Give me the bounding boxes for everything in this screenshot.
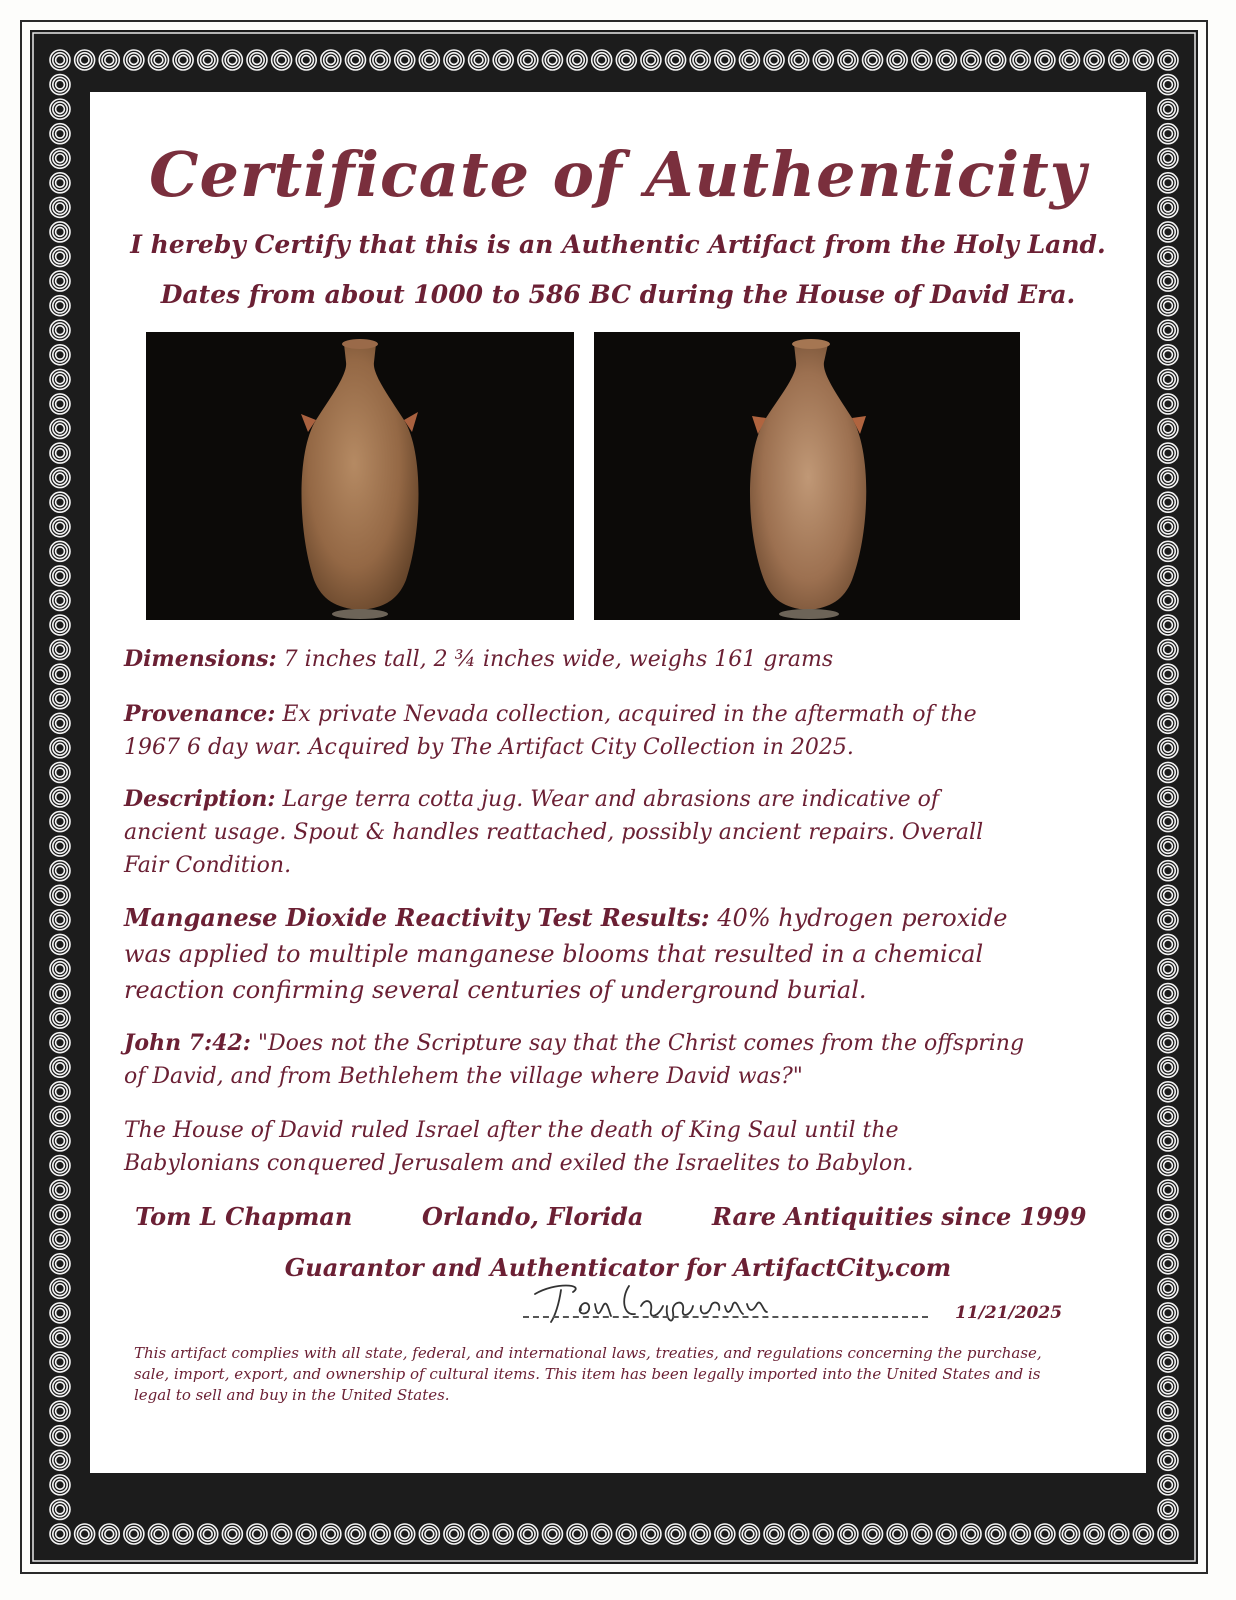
ring-ornament — [1158, 369, 1178, 389]
ring-ornament — [148, 1524, 168, 1544]
ring-ornament — [1158, 762, 1178, 782]
ring-ornament — [542, 1524, 562, 1544]
legal-disclaimer: This artifact complies with all state, federal, and international laws, treaties, and regulations concerning the purchase, sale, import, export, and ownership of cultural items. This item has been legally imported into the United States and is legal to sell and buy in the United States. — [134, 1344, 1042, 1404]
history-note: The House of David ruled Israel after the death of King Saul until the Babylonians conquered Jerusalem and exiled the Israelites to Babylon. — [124, 1118, 914, 1176]
ring-ornament — [1158, 468, 1178, 488]
ring-ornament — [1158, 345, 1178, 365]
ring-ornament — [1158, 689, 1178, 709]
ring-ornament — [50, 1352, 70, 1372]
ring-ornament — [641, 50, 661, 70]
ring-ornament — [1035, 50, 1055, 70]
ring-ornament — [1158, 1033, 1178, 1053]
ring-ornament — [50, 1327, 70, 1347]
ring-ornament — [592, 50, 612, 70]
ring-ornament — [173, 1524, 193, 1544]
ring-ornament — [345, 50, 365, 70]
ring-ornament — [1158, 1131, 1178, 1151]
date-range-statement: Dates from about 1000 to 586 BC during the House of David Era. — [160, 280, 1076, 309]
certify-statement: I hereby Certify that this is an Authentic Artifact from the Holy Land. — [130, 230, 1106, 259]
ring-ornament — [50, 1008, 70, 1028]
ring-ornament — [666, 1524, 686, 1544]
ring-ornament — [493, 50, 513, 70]
ring-ornament — [936, 50, 956, 70]
ring-ornament — [986, 1524, 1006, 1544]
artifact-photo-back — [594, 332, 1020, 620]
ring-ornament — [715, 50, 735, 70]
ring-ornament — [961, 1524, 981, 1544]
ring-ornament — [1060, 1524, 1080, 1544]
ring-ornament — [789, 50, 809, 70]
ring-ornament — [592, 1524, 612, 1544]
ring-ornament — [518, 1524, 538, 1544]
ring-ornament — [1060, 50, 1080, 70]
ring-ornament — [789, 1524, 809, 1544]
signer-location: Orlando, Florida — [422, 1202, 644, 1231]
ring-ornament — [198, 1524, 218, 1544]
ring-ornament — [50, 541, 70, 561]
ring-ornament — [1158, 590, 1178, 610]
ring-ornament — [444, 1524, 464, 1544]
signature-line — [523, 1316, 928, 1318]
ring-ornament — [50, 1426, 70, 1446]
ring-ornament — [1109, 50, 1129, 70]
ring-ornament — [813, 50, 833, 70]
ring-ornament — [1010, 1524, 1030, 1544]
ring-ornament — [715, 1524, 735, 1544]
ring-ornament — [50, 1377, 70, 1397]
ring-ornament — [50, 1180, 70, 1200]
ring-ornament — [50, 50, 70, 70]
ring-ornament — [50, 1401, 70, 1421]
ring-ornament — [50, 492, 70, 512]
ring-ornament — [1109, 1524, 1129, 1544]
ring-ornament — [912, 1524, 932, 1544]
ring-ornament — [936, 1524, 956, 1544]
ring-ornament — [124, 50, 144, 70]
ring-ornament — [50, 517, 70, 537]
ring-ornament — [50, 320, 70, 340]
signer-tagline: Rare Antiquities since 1999 — [712, 1202, 1087, 1231]
ring-ornament — [1158, 1229, 1178, 1249]
ring-ornament — [124, 1524, 144, 1544]
ring-ornament — [1158, 1450, 1178, 1470]
ring-ornament — [863, 1524, 883, 1544]
ring-ornament — [961, 50, 981, 70]
ring-ornament — [1158, 959, 1178, 979]
ring-ornament — [222, 1524, 242, 1544]
ring-ornament — [469, 1524, 489, 1544]
ring-ornament — [272, 50, 292, 70]
ring-ornament — [50, 99, 70, 119]
description-section — [124, 783, 1014, 882]
ring-ornament — [1158, 320, 1178, 340]
provenance-section — [124, 698, 1024, 764]
ring-ornament — [50, 787, 70, 807]
ring-ornament — [75, 1524, 95, 1544]
ring-ornament — [1158, 787, 1178, 807]
ring-ornament — [567, 1524, 587, 1544]
ring-ornament — [493, 1524, 513, 1544]
ring-ornament — [50, 689, 70, 709]
ring-ornament — [50, 1205, 70, 1225]
ring-ornament — [1158, 1057, 1178, 1077]
ring-ornament — [1158, 1426, 1178, 1446]
ring-ornament — [321, 1524, 341, 1544]
jug-image-front — [146, 332, 574, 620]
ring-ornament — [173, 50, 193, 70]
ring-ornament — [370, 50, 390, 70]
ring-ornament — [863, 50, 883, 70]
ring-ornament — [616, 1524, 636, 1544]
ring-ornament — [739, 50, 759, 70]
ring-ornament — [1158, 492, 1178, 512]
dimensions-section — [124, 643, 1084, 676]
ring-ornament — [75, 50, 95, 70]
ring-ornament — [296, 50, 316, 70]
signature-date: 11/21/2025 — [955, 1303, 1063, 1323]
ring-ornament — [50, 762, 70, 782]
ring-ornament — [1158, 861, 1178, 881]
ring-ornament — [50, 984, 70, 1004]
ring-ornament — [345, 1524, 365, 1544]
dimensions-label: Dimensions: — [124, 646, 277, 672]
ring-ornament — [50, 934, 70, 954]
ring-ornament — [50, 885, 70, 905]
ring-ornament — [887, 50, 907, 70]
ring-ornament — [690, 1524, 710, 1544]
ring-ornament — [1158, 664, 1178, 684]
jug-image-back — [594, 332, 1020, 620]
ring-ornament — [99, 1524, 119, 1544]
handwritten-signature — [525, 1276, 825, 1332]
ring-ornament — [50, 590, 70, 610]
test-results-label: Manganese Dioxide Reactivity Test Results: — [124, 903, 710, 932]
ring-ornament — [1035, 1524, 1055, 1544]
ring-ornament — [370, 1524, 390, 1544]
ring-ornament — [247, 50, 267, 70]
scripture-section — [124, 1027, 1044, 1093]
ring-ornament — [1158, 1475, 1178, 1495]
ring-ornament — [1158, 541, 1178, 561]
ring-ornament — [887, 1524, 907, 1544]
ring-ornament — [198, 50, 218, 70]
ring-ornament — [1133, 50, 1153, 70]
ring-ornament — [419, 50, 439, 70]
ring-ornament — [912, 50, 932, 70]
ring-ornament — [50, 640, 70, 660]
guarantor-line: Guarantor and Authenticator for ArtifactCity.com — [284, 1253, 952, 1282]
scripture-quote: "Does not the Scripture say that the Christ comes from the offspring of David, and from Bethlehem the village where David was?" — [124, 1031, 1025, 1089]
ring-ornament — [1158, 1327, 1178, 1347]
ring-ornament — [1158, 1401, 1178, 1421]
ring-ornament — [1158, 1303, 1178, 1323]
ring-ornament — [1158, 910, 1178, 930]
ring-ornament — [50, 443, 70, 463]
ring-ornament — [1158, 419, 1178, 439]
ring-ornament — [616, 50, 636, 70]
ring-ornament — [50, 812, 70, 832]
ring-ornament — [50, 1303, 70, 1323]
ring-ornament — [148, 50, 168, 70]
ring-ornament — [1158, 640, 1178, 660]
ring-ornament — [1158, 1524, 1178, 1544]
ring-ornament — [690, 50, 710, 70]
ring-ornament — [321, 50, 341, 70]
ring-ornament — [222, 50, 242, 70]
ring-ornament — [1158, 1377, 1178, 1397]
ring-ornament — [1158, 75, 1178, 95]
ring-ornament — [641, 1524, 661, 1544]
ring-ornament — [1158, 713, 1178, 733]
ring-ornament — [1158, 812, 1178, 832]
ring-ornament — [50, 75, 70, 95]
ring-ornament — [518, 50, 538, 70]
ring-ornament — [1084, 50, 1104, 70]
ring-ornament — [739, 1524, 759, 1544]
provenance-label: Provenance: — [124, 701, 276, 727]
ring-ornament — [542, 50, 562, 70]
ring-ornament — [50, 1057, 70, 1077]
ring-ornament — [666, 50, 686, 70]
ring-ornament — [986, 50, 1006, 70]
scripture-reference: John 7:42: — [124, 1030, 251, 1056]
ring-ornament — [1158, 836, 1178, 856]
ring-ornament — [50, 1156, 70, 1176]
ring-ornament — [50, 1082, 70, 1102]
artifact-photo-front — [146, 332, 574, 620]
ring-ornament — [50, 345, 70, 365]
ring-ornament — [1158, 934, 1178, 954]
ring-ornament — [50, 615, 70, 635]
certificate-title: Certificate of Authenticity — [149, 138, 1087, 211]
ring-ornament — [444, 50, 464, 70]
ring-ornament — [50, 1475, 70, 1495]
ring-ornament — [764, 50, 784, 70]
ring-ornament — [296, 1524, 316, 1544]
ring-ornament — [1084, 1524, 1104, 1544]
ring-ornament — [50, 664, 70, 684]
ring-ornament — [838, 50, 858, 70]
ring-ornament — [50, 1131, 70, 1151]
ring-ornament — [50, 1033, 70, 1053]
ring-ornament — [272, 1524, 292, 1544]
signer-name: Tom L Chapman — [135, 1202, 353, 1231]
ring-ornament — [50, 738, 70, 758]
ring-ornament — [1158, 394, 1178, 414]
test-results-section — [124, 900, 1054, 1008]
ring-ornament — [50, 836, 70, 856]
ring-ornament — [50, 910, 70, 930]
ring-ornament — [1158, 1499, 1178, 1519]
ring-ornament — [1158, 1352, 1178, 1372]
ring-ornament — [1133, 1524, 1153, 1544]
ring-ornament — [567, 50, 587, 70]
ring-ornament — [764, 1524, 784, 1544]
ring-ornament — [50, 468, 70, 488]
ring-ornament — [50, 959, 70, 979]
ring-ornament — [50, 713, 70, 733]
ring-ornament — [1158, 99, 1178, 119]
ring-ornament — [1158, 885, 1178, 905]
ring-ornament — [1158, 1082, 1178, 1102]
ring-ornament — [1158, 738, 1178, 758]
ring-ornament — [50, 394, 70, 414]
ring-ornament — [50, 861, 70, 881]
ring-ornament — [50, 369, 70, 389]
ring-ornament — [395, 1524, 415, 1544]
ring-ornament — [1158, 566, 1178, 586]
ring-ornament — [1158, 1180, 1178, 1200]
ring-ornament — [838, 1524, 858, 1544]
ring-ornament — [395, 50, 415, 70]
ring-ornament — [50, 1524, 70, 1544]
ring-ornament — [50, 1106, 70, 1126]
ring-ornament — [813, 1524, 833, 1544]
ring-ornament — [1010, 50, 1030, 70]
ring-ornament — [1158, 50, 1178, 70]
ring-ornament — [50, 1229, 70, 1249]
ring-ornament — [1158, 1106, 1178, 1126]
ring-ornament — [1158, 615, 1178, 635]
ring-ornament — [99, 50, 119, 70]
description-label: Description: — [124, 786, 276, 812]
ring-ornament — [50, 1450, 70, 1470]
signature-scrawl — [525, 1276, 825, 1328]
provenance-value: Ex private Nevada collection, acquired in the aftermath of the 1967 6 day war. Acquired by The Artifact City Collection in 2025. — [124, 702, 977, 760]
ring-ornament — [419, 1524, 439, 1544]
dimensions-value: 7 inches tall, 2 ¾ inches wide, weighs 161 grams — [283, 647, 834, 672]
ring-ornament — [50, 1499, 70, 1519]
ring-ornament — [1158, 984, 1178, 1004]
ring-ornament — [1158, 1156, 1178, 1176]
ring-ornament — [1158, 1008, 1178, 1028]
ring-ornament — [1158, 443, 1178, 463]
test-results-value: 40% hydrogen peroxide was applied to multiple manganese blooms that resulted in a chemical reaction confirming several centuries of underground burial. — [124, 904, 1008, 1004]
ring-ornament — [1158, 1205, 1178, 1225]
ring-ornament — [50, 419, 70, 439]
ring-ornament — [1158, 517, 1178, 537]
ring-ornament — [247, 1524, 267, 1544]
ring-ornament — [469, 50, 489, 70]
ring-ornament — [50, 566, 70, 586]
description-value: Large terra cotta jug. Wear and abrasions are indicative of ancient usage. Spout & handles reattached, possibly ancient repairs. Overall Fair Condition. — [124, 787, 984, 878]
